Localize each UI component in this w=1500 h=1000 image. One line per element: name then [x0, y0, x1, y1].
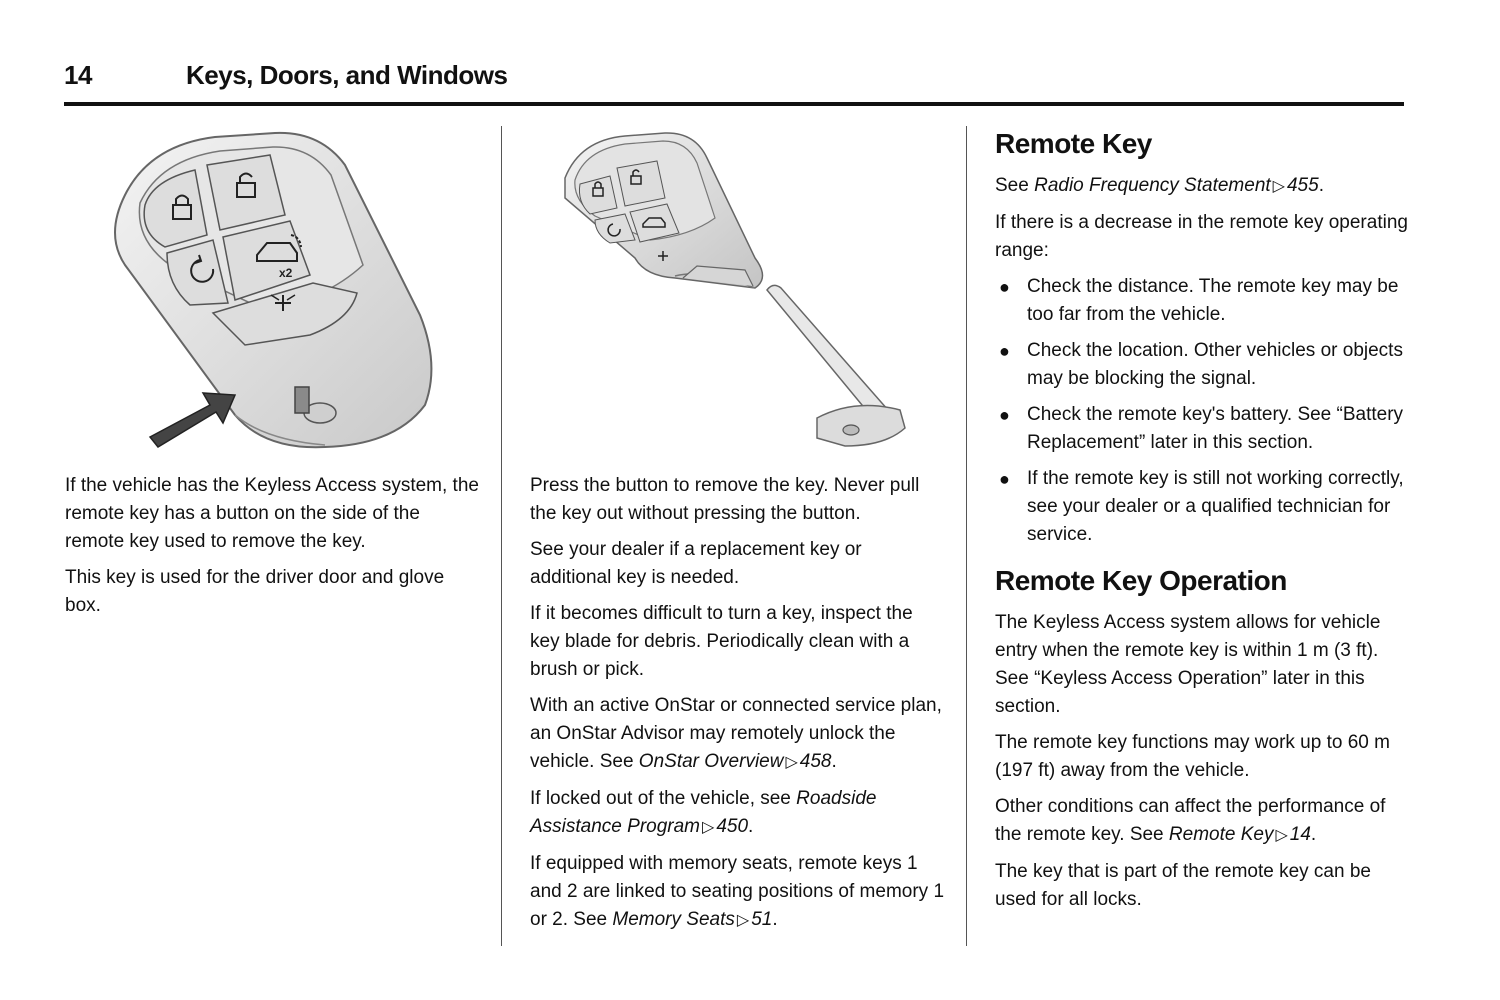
key-fob-body [565, 133, 763, 288]
paragraph: Other conditions can affect the performance of the remote key. See Remote Key ▷ 14. [995, 796, 1386, 845]
liftgate-multiplier-label: x2 [279, 266, 293, 280]
key-removed-from-fob-illustration [555, 128, 915, 458]
page-reference-arrow-icon: ▷ [736, 912, 750, 929]
column-1-text [65, 472, 480, 628]
list-item [995, 273, 1410, 329]
heading-remote-key: Remote Key [995, 128, 1152, 159]
paragraph: If there is a decrease in the remote key operating range: [995, 212, 1408, 261]
list-item-text: Check the remote key's battery. See “Battery Replacement” later in this section. [1027, 404, 1404, 453]
paragraph: The remote key functions may work up to 60 m (197 ft) away from the vehicle. [995, 732, 1390, 781]
paragraph-text: If locked out of the vehicle, see [530, 788, 791, 809]
column-3-text [995, 126, 1410, 922]
onstar-overview-link[interactable]: OnStar Overview [638, 751, 784, 772]
page-reference-number[interactable]: 458 [799, 751, 832, 772]
paragraph: Press the button to remove the key. Never pull the key out without pressing the button. [530, 475, 920, 524]
paragraph: The key that is part of the remote key can be used for all locks. [995, 861, 1371, 910]
paragraph-text: With an active OnStar or connected service plan, an OnStar Advisor may remotely unlock the vehicle. See [530, 695, 942, 772]
list-item [995, 465, 1410, 549]
roadside-assistance-link[interactable]: Roadside Assistance Program [530, 788, 877, 837]
page-number: 14 [64, 60, 92, 90]
heading-remote-key-operation: Remote Key Operation [995, 565, 1287, 596]
paragraph: If locked out of the vehicle, see Roadside Assistance Program ▷ 450. [530, 788, 877, 837]
header-rule [64, 102, 1404, 106]
bullet-icon: ● [999, 405, 1010, 425]
list-item-text: If the remote key is still not working correctly, see your dealer or a qualified technician for service. [1027, 468, 1404, 545]
see-label: See [995, 175, 1029, 196]
page-reference-number[interactable]: 51 [751, 909, 773, 930]
column-2-text [530, 472, 945, 943]
bullet-icon: ● [999, 469, 1010, 489]
memory-seats-link[interactable]: Memory Seats [612, 909, 735, 930]
column-divider-right [966, 126, 967, 946]
paragraph: If equipped with memory seats, remote keys 1 and 2 are linked to seating positions of memory 1 or 2. See Memory Seats ▷ 51. [530, 853, 945, 930]
paragraph: If the vehicle has the Keyless Access system, the remote key has a button on the side of the remote key used to remove the key. [65, 475, 479, 552]
key-fob-release-button-illustration [95, 125, 445, 460]
page-reference-number[interactable]: 455 [1286, 175, 1319, 196]
page-reference-arrow-icon: ▷ [785, 754, 798, 771]
page-reference-number[interactable]: 450 [716, 816, 749, 837]
page-reference-arrow-icon: ▷ [1272, 178, 1285, 195]
bullet-icon: ● [999, 277, 1010, 297]
bullet-list [995, 273, 1410, 549]
paragraph: This key is used for the driver door and glove box. [65, 567, 445, 616]
list-item [995, 401, 1410, 457]
list-item [995, 337, 1410, 393]
page-reference-number[interactable]: 14 [1289, 824, 1311, 845]
paragraph-text: If equipped with memory seats, remote keys 1 and 2 are linked to seating positions of memory 1 or 2. See [530, 853, 945, 930]
list-item-text: Check the location. Other vehicles or objects may be blocking the signal. [1027, 340, 1403, 389]
paragraph: With an active OnStar or connected service plan, an OnStar Advisor may remotely unlock the vehicle. See OnStar Overview ▷ 458. [530, 695, 942, 772]
paragraph-text: Other conditions can affect the performance of the remote key. See [995, 796, 1386, 845]
bullet-icon: ● [999, 341, 1010, 361]
release-button-callout-arrow-icon [150, 393, 235, 447]
paragraph: If it becomes difficult to turn a key, inspect the key blade for debris. Periodically clean with a brush or pick. [530, 603, 913, 680]
list-item-text: Check the distance. The remote key may be too far from the vehicle. [1027, 276, 1399, 325]
page-reference-arrow-icon: ▷ [702, 819, 715, 836]
paragraph: The Keyless Access system allows for vehicle entry when the remote key is within 1 m (3 ft). See “Keyless Access Operation” later in this section. [995, 612, 1381, 717]
remote-key-link[interactable]: Remote Key [1168, 824, 1274, 845]
radio-frequency-statement-link[interactable]: Radio Frequency Statement [1034, 175, 1271, 196]
paragraph: See Radio Frequency Statement ▷ 455. [995, 175, 1324, 196]
paragraph: See your dealer if a replacement key or additional key is needed. [530, 539, 862, 588]
page-reference-arrow-icon: ▷ [1275, 827, 1288, 844]
column-divider-left [501, 126, 502, 946]
page-header [64, 58, 1404, 108]
mechanical-key-blade [767, 285, 905, 446]
section-title: Keys, Doors, and Windows [186, 60, 508, 90]
